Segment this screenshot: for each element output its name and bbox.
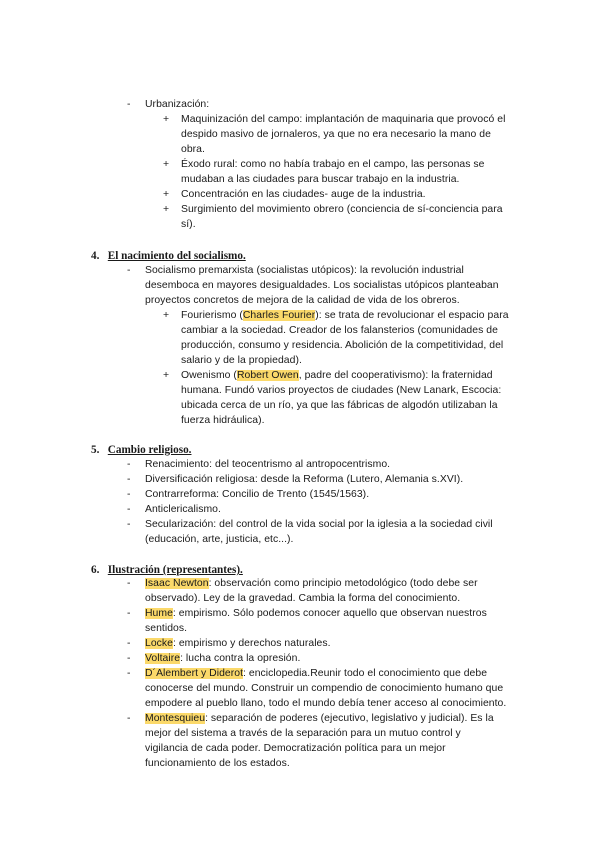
highlighted-name: Montesquieu [145,713,206,724]
highlighted-name: Charles Fourier [242,310,316,321]
highlighted-name: Locke [145,638,173,649]
text-line: mejor del sistema a través de la separación para un mutuo control y [145,728,461,739]
dash-bullet: - [127,519,131,530]
section-heading [91,249,246,263]
text-line: Surgimiento del movimiento obrero (conciencia de sí-conciencia para [181,204,503,215]
section-number: 4. [91,250,100,262]
text-line: proyectos concretos de mejora de la calidad de vida de los obreros. [145,295,460,306]
text-line: Concentración en las ciudades- auge de la industria. [181,189,426,200]
text-line: Anticlericalismo. [145,504,221,515]
text-line [145,652,300,667]
text-line [145,712,494,727]
dash-bullet: - [127,608,131,619]
text-line: Éxodo rural: como no había trabajo en el campo, las personas se [181,159,485,170]
dash-bullet: - [127,638,131,649]
text-fragment: : observación como principio metodológico (todo debe ser [208,578,478,589]
plus-bullet: + [163,370,170,381]
text-line: ubicada cerca de un río, ya que las fábricas de algodón utilizaban la [181,400,498,411]
section-heading [91,563,243,577]
text-fragment: , padre del cooperativismo): la fraternidad [298,370,493,381]
text-fragment: Fourierismo ( [181,310,243,321]
text-line [145,667,487,682]
text-fragment: : enciclopedia.Reunir todo el conocimiento que debe [243,668,488,679]
plus-bullet: + [163,204,170,215]
section-heading [91,443,191,457]
highlighted-name: Isaac Newton [145,578,209,589]
dash-bullet: - [127,265,131,276]
dash-bullet: - [127,459,131,470]
text-fragment: : lucha contra la opresión. [180,653,301,664]
text-fragment: ): se trata de revolucionar el espacio para [315,310,509,321]
text-line: fuerza hidráulica). [181,415,265,426]
section-title: Cambio religioso. [107,444,192,456]
text-line: Diversificación religiosa: desde la Reforma (Lutero, Alemania s.XVI). [145,474,464,485]
text-line: empodere al pueblo llano, todo el mundo debía tener acceso al conocimiento. [145,698,507,709]
text-line: Socialismo premarxista (socialistas utópicos): la revolución industrial [145,265,464,276]
highlighted-name: Robert Owen [236,370,299,381]
dash-bullet: - [127,578,131,589]
text-line: (educación, arte, justicia, etc...). [145,534,294,545]
text-line: conocerse del mundo. Construir un compendio de conocimiento humano que [145,683,504,694]
text-line: humana. Fundó varios proyectos de ciudades (New Lanark, Escocia: [181,385,502,396]
text-fragment: Owenismo ( [181,370,237,381]
dash-bullet: - [127,713,131,724]
dash-bullet: - [127,489,131,500]
plus-bullet: + [163,310,170,321]
dash-bullet: - [127,99,131,110]
text-line: sí). [181,219,196,230]
text-fragment: : separación de poderes (ejecutivo, legislativo y judicial). Es la [205,713,494,724]
highlighted-name: Hume [145,608,173,619]
text-fragment: : empirismo y derechos naturales. [172,638,331,649]
text-line [145,607,487,622]
text-line: despido masivo de jornaleros, ya que no era necesario la mano de [181,129,491,140]
text-line: funcionamiento de los estados. [145,758,290,769]
text-line: Secularización: del control de la vida social por la iglesia a la sociedad civil [145,519,493,530]
plus-bullet: + [163,159,170,170]
text-line [181,309,509,324]
text-line [145,637,331,652]
dash-bullet: - [127,504,131,515]
plus-bullet: + [163,189,170,200]
text-line [145,577,478,592]
text-line: Renacimiento: del teocentrismo al antropocentrismo. [145,459,391,470]
text-line: salario y de la propiedad). [181,355,302,366]
section-number: 5. [91,444,100,456]
text-line: mudaban a las ciudades para buscar trabajo en la industria. [181,174,460,185]
text-line [181,369,493,384]
text-fragment: : empirismo. Sólo podemos conocer aquello que observan nuestros [172,608,487,619]
text-line: Maquinización del campo: implantación de maquinaria que provocó el [181,114,506,125]
text-line: vigilancia de cada poder. Democratización política para un mejor [145,743,446,754]
text-line: producción, consumo y residencia. Abolición de la competitividad, del [181,340,504,351]
section-title: El nacimiento del socialismo. [107,250,246,262]
dash-bullet: - [127,653,131,664]
list-item: Urbanización: [145,99,210,110]
highlighted-name: D´Alembert y Diderot [145,668,244,679]
highlighted-name: Voltaire [145,653,181,664]
plus-bullet: + [163,114,170,125]
text-line: observado). Ley de la gravedad. Cambia la forma del conocimiento. [145,593,461,604]
dash-bullet: - [127,474,131,485]
dash-bullet: - [127,668,131,679]
section-number: 6. [91,564,100,576]
section-title: Ilustración (representantes). [107,564,243,576]
text-line: sentidos. [145,623,188,634]
text-line: desemboca en mayores desigualdades. Los socialistas utópicos planteaban [145,280,499,291]
text-line: cambiar a la sociedad. Creador de los falansterios (comunidades de [181,325,498,336]
text-line: obra. [181,144,205,155]
text-line: Contrarreforma: Concilio de Trento (1545/1563). [145,489,370,500]
